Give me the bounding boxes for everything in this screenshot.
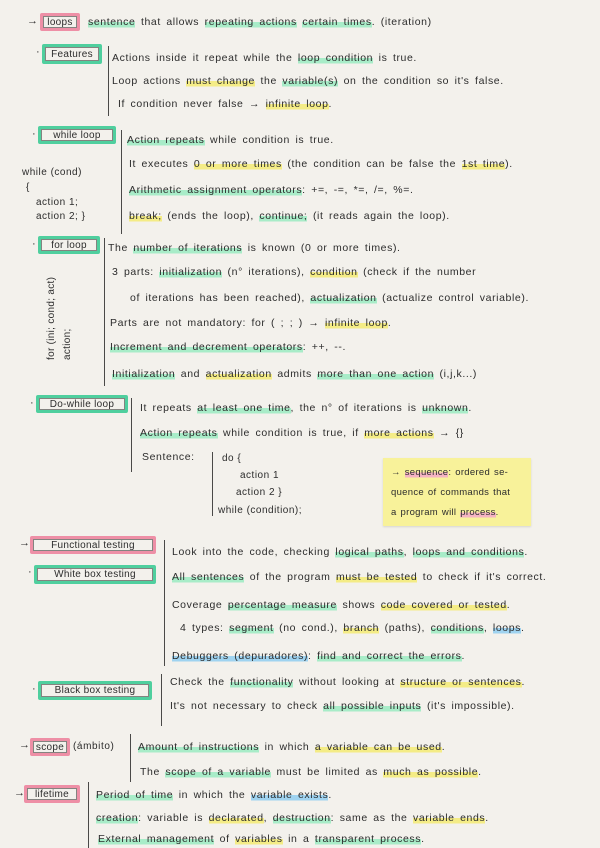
highlighted-term: number of iterations	[133, 242, 243, 254]
highlighted-term: find and correct the errors	[317, 650, 462, 662]
note-text: is known (0 or more times).	[242, 242, 401, 254]
note-text: : +=, -=, *=, /=, %=.	[302, 184, 414, 196]
highlighted-term: actualization	[205, 368, 272, 380]
highlighted-term: loops	[492, 622, 521, 634]
note-text: The	[140, 766, 166, 778]
note-text: ,	[483, 622, 493, 634]
note-text: (it's impossible).	[421, 700, 515, 712]
note-text: (the condition can be false the	[281, 158, 462, 170]
for-loop-line	[112, 265, 476, 279]
features-line	[112, 74, 504, 88]
note-text: shows	[336, 599, 381, 611]
bracket-line	[130, 734, 131, 782]
highlighted-term: infinite loop	[265, 98, 329, 110]
highlighted-term: External management	[98, 833, 215, 845]
code-line: action 2 }	[236, 487, 283, 498]
black-box-line	[170, 699, 515, 713]
code-line: for (ini; cond; act)	[46, 276, 57, 360]
note-text: ).	[505, 158, 513, 170]
while-loop-line	[127, 133, 334, 147]
note-text: Coverage	[172, 599, 228, 611]
highlighted-term: more actions	[364, 427, 434, 439]
lifetime-line	[96, 811, 489, 825]
highlighted-term: certain times	[302, 16, 372, 28]
note-text: Check the	[170, 676, 231, 688]
note-text: while condition is true.	[204, 134, 334, 146]
white-box-testing-heading-box: White box testing	[34, 565, 156, 584]
bullet-dot: ·	[28, 566, 32, 578]
code-line: action;	[62, 328, 73, 360]
white-box-line	[172, 570, 546, 584]
lifetime-line	[98, 832, 425, 846]
note-text: .	[524, 546, 528, 558]
for-loop-line	[110, 340, 346, 354]
highlighted-term: logical paths	[335, 546, 404, 558]
highlighted-term: segment	[229, 622, 274, 634]
while-loop-line	[129, 209, 450, 223]
note-text: : same as the	[330, 812, 414, 824]
for-loop-line	[130, 291, 529, 305]
highlighted-term: infinite loop	[324, 317, 388, 329]
note-text: .	[421, 833, 425, 845]
for-loop-line	[110, 316, 391, 330]
highlighted-term: structure or sentences	[400, 676, 522, 688]
highlighted-term: percentage measure	[227, 599, 337, 611]
note-text: .	[495, 507, 499, 518]
highlighted-term: variable exists	[250, 789, 329, 801]
note-text: in a	[282, 833, 315, 845]
note-text: (no cond.),	[273, 622, 344, 634]
highlighted-term: Initialization	[112, 368, 176, 380]
note-text: must be limited as	[270, 766, 384, 778]
for-loop-line	[112, 367, 477, 381]
note-text: : ordered se-	[448, 467, 509, 478]
do-while-line	[140, 401, 472, 415]
do-while-line	[142, 450, 195, 464]
bullet-dot: ·	[36, 46, 40, 58]
note-text: → {}	[433, 427, 464, 439]
black-box-line	[170, 675, 525, 689]
bracket-line	[131, 398, 132, 472]
highlighted-term: repeating actions	[204, 16, 297, 28]
highlighted-term: Period of time	[96, 789, 174, 801]
highlighted-term: loops and conditions	[412, 546, 525, 558]
note-text: on the condition so it's false.	[338, 75, 504, 87]
highlighted-term: Arithmetic assignment operators	[129, 184, 303, 196]
note-text: .	[478, 766, 482, 778]
highlighted-term: continue;	[259, 210, 308, 222]
note-text: Look into the code, checking	[172, 546, 336, 558]
while-loop-line	[129, 183, 414, 197]
white-box-line	[180, 621, 525, 635]
white-box-line	[172, 649, 465, 663]
arrow-marker: →	[14, 787, 25, 799]
code-bracket-line	[212, 452, 213, 516]
note-text: : ++, --.	[302, 341, 346, 353]
highlighted-term: loop condition	[297, 52, 374, 64]
highlighted-term: All sentences	[172, 571, 245, 583]
arrow-marker: →	[19, 537, 30, 549]
sticky-note-line	[391, 466, 508, 480]
note-text: The	[108, 242, 134, 254]
black-box-testing-heading-box: Black box testing	[38, 681, 152, 700]
note-text: .	[468, 402, 472, 414]
note-text: of the program	[244, 571, 336, 583]
while-loop-heading-box: while loop	[38, 126, 116, 144]
note-text: →	[391, 467, 405, 478]
note-text: (check if the number	[357, 266, 477, 278]
highlighted-term: destruction	[272, 812, 331, 824]
bracket-line	[104, 238, 105, 386]
arrow-marker: →	[27, 15, 38, 27]
loops-heading-box: loops	[40, 13, 80, 31]
note-text: Parts are not mandatory: for ( ; ; ) →	[110, 317, 325, 329]
features-line	[112, 51, 417, 65]
note-text: (paths),	[379, 622, 431, 634]
highlighted-term: process	[460, 507, 496, 518]
note-text: and	[175, 368, 206, 380]
code-line: while (cond)	[22, 167, 82, 178]
highlighted-term: transparent process	[314, 833, 422, 845]
bullet-dot: ·	[30, 397, 34, 409]
features-heading-box: Features	[42, 44, 102, 64]
note-text: (i,j,k...)	[434, 368, 478, 380]
note-text: Actions inside it repeat while the	[112, 52, 298, 64]
note-text: .	[328, 789, 332, 801]
note-text: It repeats	[140, 402, 198, 414]
note-text: :	[308, 650, 318, 662]
note-text: in which	[259, 741, 315, 753]
highlighted-term: Action repeats	[127, 134, 205, 146]
bullet-dot: ·	[32, 683, 36, 695]
highlighted-term: must change	[186, 75, 255, 87]
highlighted-term: 1st time	[461, 158, 506, 170]
note-text: .	[521, 676, 526, 688]
bracket-line	[161, 674, 162, 726]
sticky-note-line	[391, 486, 510, 500]
note-text: .	[387, 317, 392, 329]
arrow-marker: →	[19, 739, 30, 751]
note-text: of iterations has been reached),	[130, 292, 311, 304]
note-text: It executes	[129, 158, 194, 170]
highlighted-term: sentence	[88, 16, 136, 28]
note-text: ,	[263, 812, 273, 824]
bullet-dot: ·	[32, 238, 36, 250]
highlighted-term: creation	[96, 812, 139, 824]
note-text: is true.	[373, 52, 417, 64]
bullet-dot: ·	[32, 128, 36, 140]
do-while-heading-box: Do-while loop	[36, 395, 128, 413]
note-text: in which the	[173, 789, 251, 801]
highlighted-term: must be tested	[336, 571, 418, 583]
loops-definition-line	[88, 15, 432, 29]
bracket-line	[164, 540, 165, 666]
highlighted-term: branch	[343, 622, 380, 634]
bracket-line	[88, 782, 89, 848]
note-text: (n° iterations),	[222, 266, 311, 278]
highlighted-term: Amount of instructions	[138, 741, 260, 753]
sticky-note	[383, 458, 531, 526]
note-text: It's not necessary to check	[170, 700, 324, 712]
code-line: action 1;	[36, 197, 79, 208]
note-text: If condition never false →	[118, 98, 266, 110]
scope-line	[138, 740, 445, 754]
features-line	[118, 97, 332, 111]
highlighted-term: initialization	[159, 266, 223, 278]
while-loop-line	[129, 157, 513, 171]
bracket-line	[121, 130, 122, 234]
note-text: .	[441, 741, 446, 753]
highlighted-term: at least one time	[197, 402, 291, 414]
sticky-note-line	[391, 506, 499, 520]
highlighted-term: scope of a variable	[165, 766, 271, 778]
white-box-line	[172, 598, 510, 612]
bracket-line	[108, 46, 109, 116]
highlighted-term: 0 or more times	[193, 158, 282, 170]
highlighted-term: variable(s)	[282, 75, 339, 87]
for-loop-syntax-rotated	[44, 256, 80, 360]
note-text: (actualize control variable).	[376, 292, 529, 304]
note-text: : variable is	[138, 812, 209, 824]
highlighted-term: all possible inputs	[323, 700, 422, 712]
note-text: Loop actions	[112, 75, 187, 87]
note-text: quence of commands that	[391, 487, 511, 498]
highlighted-term: Debuggers (depuradores)	[172, 650, 309, 662]
white-box-line	[172, 545, 528, 559]
note-text: to check if it's correct.	[417, 571, 547, 583]
highlighted-term: much as possible	[383, 766, 479, 778]
note-text: .	[328, 98, 333, 110]
note-text: .	[506, 599, 511, 611]
for-loop-line	[108, 241, 401, 255]
note-text: ,	[403, 546, 413, 558]
highlighted-term: variables	[235, 833, 283, 845]
note-text: (it reads again the loop).	[307, 210, 450, 222]
highlighted-term: more than one action	[317, 368, 435, 380]
highlighted-term: conditions	[430, 622, 484, 634]
note-text: without looking at	[293, 676, 401, 688]
highlighted-term: Action repeats	[140, 427, 218, 439]
code-line: action 1	[240, 470, 280, 481]
note-text: 4 types:	[180, 622, 230, 634]
scope-translation: (ámbito)	[73, 741, 115, 752]
note-text: .	[521, 622, 525, 634]
note-text: Sentence:	[142, 451, 195, 463]
code-line: do {	[222, 453, 242, 464]
note-text: . (iteration)	[371, 16, 432, 28]
note-text: 3 parts:	[112, 266, 160, 278]
highlighted-term: variable ends	[413, 812, 486, 824]
note-text: a program will	[391, 507, 461, 518]
functional-testing-heading-box: Functional testing	[30, 536, 156, 554]
highlighted-term: unknown	[422, 402, 469, 414]
lifetime-line	[96, 788, 332, 802]
note-text: .	[485, 812, 489, 824]
highlighted-term: break;	[129, 210, 162, 222]
code-line: action 2; }	[36, 211, 86, 222]
note-text: admits	[271, 368, 318, 380]
code-line: while (condition);	[218, 505, 303, 516]
note-text: that allows	[135, 16, 205, 28]
highlighted-term: Increment and decrement operators	[110, 341, 303, 353]
note-text: (ends the loop),	[161, 210, 260, 222]
note-text: of	[214, 833, 236, 845]
highlighted-term: declarated	[208, 812, 264, 824]
highlighted-term: a variable can be used	[314, 741, 442, 753]
highlighted-term: functionality	[230, 676, 294, 688]
highlighted-term: actualization	[310, 292, 377, 304]
code-line: {	[26, 182, 30, 193]
note-text: .	[461, 650, 466, 662]
lifetime-heading-box: lifetime	[24, 785, 80, 803]
note-text: the	[254, 75, 283, 87]
highlighted-term: code covered or tested	[380, 599, 507, 611]
for-loop-heading-box: for loop	[38, 236, 100, 254]
note-text: , the n° of iterations is	[290, 402, 423, 414]
highlighted-term: condition	[310, 266, 358, 278]
scope-line	[140, 765, 482, 779]
highlighted-term: sequence	[404, 467, 449, 478]
do-while-line	[140, 426, 464, 440]
note-text: while condition is true, if	[217, 427, 365, 439]
scope-heading-box: scope	[30, 738, 70, 756]
